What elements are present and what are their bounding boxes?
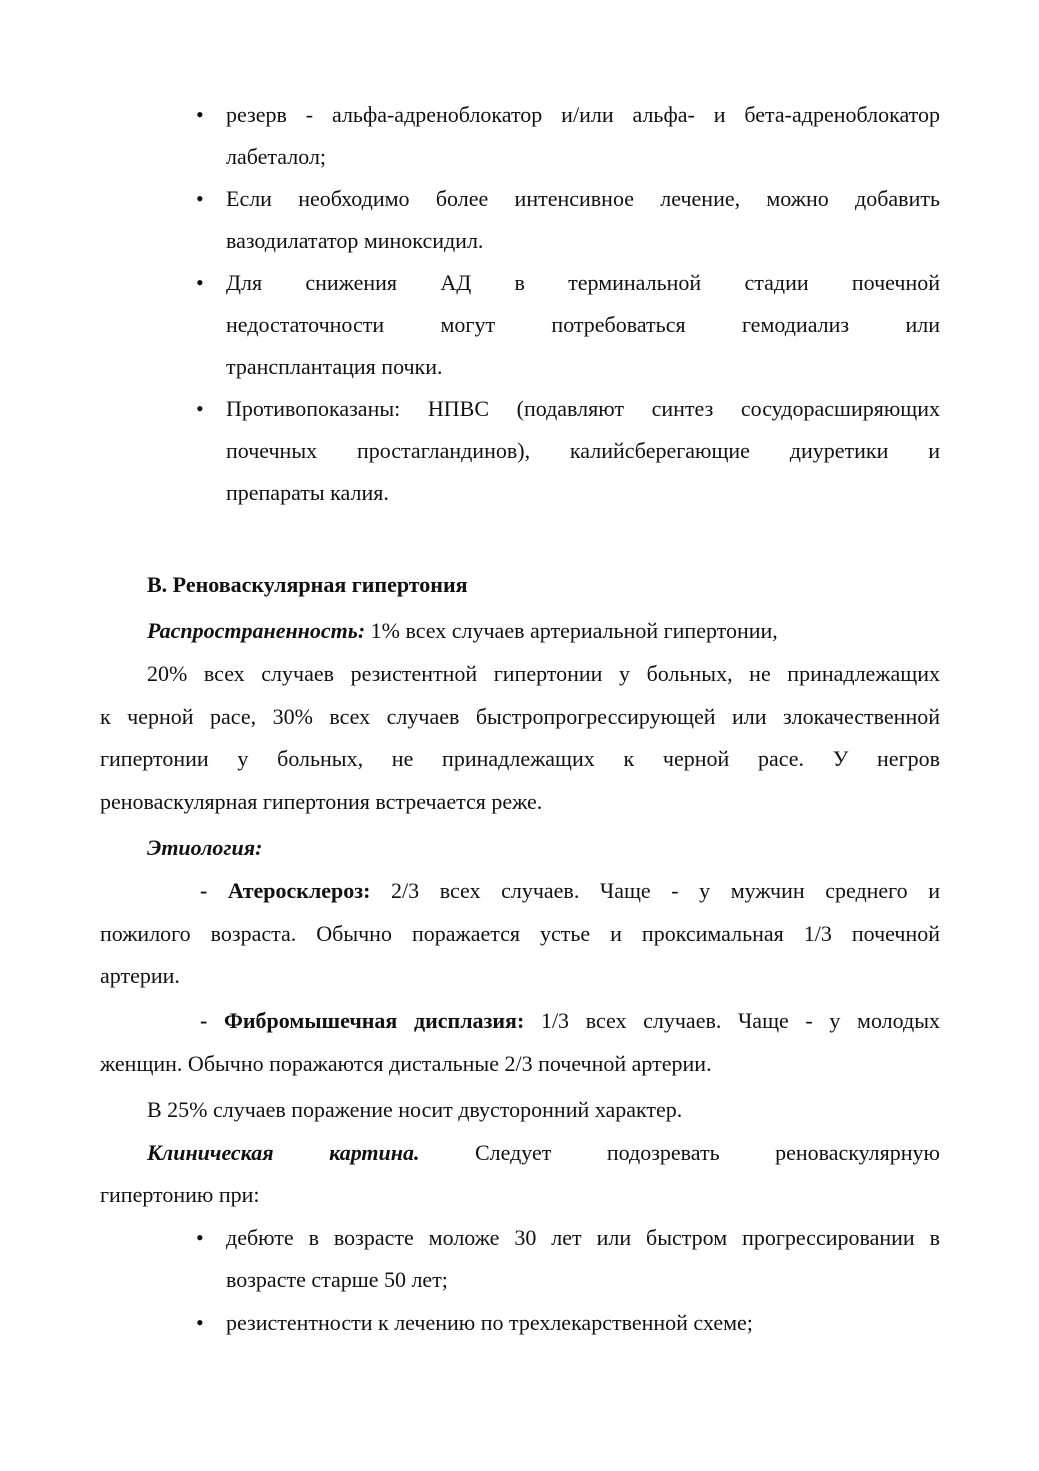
list-item-line: Если необходимо более интенсивное лечение, можно добавить — [226, 186, 940, 211]
list-item-line: почечных простагландинов), калийсберегающие диуретики и — [226, 438, 940, 463]
paragraph-line: артерии. — [100, 963, 180, 988]
paragraph-line: 20% всех случаев резистентной гипертонии у больных, не принадлежащих — [147, 661, 940, 686]
list-item-line: дебюте в возрасте моложе 30 лет или быстром прогрессировании в — [226, 1225, 940, 1250]
paragraph-line: к черной расе, 30% всех случаев быстропрогрессирующей или злокачественной — [100, 704, 940, 729]
paragraph-line: гипертонию при: — [100, 1182, 260, 1207]
list-item-line: трансплантация почки. — [226, 354, 443, 379]
fibromuscular-label: - Фибромышечная дисплазия: — [200, 1008, 525, 1033]
clinical-label-word2: картина. — [329, 1140, 420, 1165]
clinical-label-word1: Клиническая — [147, 1140, 274, 1165]
fibromuscular-line — [200, 1008, 940, 1034]
atherosclerosis-label: - Атеросклероз: — [200, 878, 371, 903]
fibromuscular-text: 1/3 всех случаев. Чаще - у молодых — [524, 1008, 941, 1033]
list-item-line: Для снижения АД в терминальной стадии почечной — [226, 270, 940, 295]
etiology-label: Этиология: — [147, 835, 263, 860]
list-item-line: резерв - альфа-адреноблокатор и/или альфа- и бета-адреноблокатор — [226, 102, 940, 127]
bullet-marker: • — [196, 186, 204, 211]
clinical-line — [147, 1140, 940, 1166]
bullet-marker: • — [196, 1225, 204, 1250]
prevalence-label: Распространенность: — [147, 618, 366, 643]
bullet-marker: • — [196, 270, 204, 295]
paragraph-line: реноваскулярная гипертония встречается реже. — [100, 789, 543, 814]
bullet-marker: • — [196, 1310, 204, 1335]
clinical-word: подозревать — [606, 1140, 720, 1165]
atherosclerosis-text: 2/3 всех случаев. Чаще - у мужчин среднего и — [370, 878, 941, 903]
bullet-marker: • — [196, 102, 204, 127]
clinical-word: реноваскулярную — [775, 1140, 940, 1165]
paragraph-line: женщин. Обычно поражаются дистальные 2/3 почечной артерии. — [100, 1051, 712, 1076]
bullet-marker: • — [196, 396, 204, 421]
list-item-line: недостаточности могут потребоваться гемодиализ или — [226, 312, 940, 337]
list-item-line: возрасте старше 50 лет; — [226, 1267, 448, 1292]
list-item-line: препараты калия. — [226, 480, 389, 505]
bilateral-line: В 25% случаев поражение носит двусторонний характер. — [147, 1097, 683, 1122]
list-item-line: резистентности к лечению по трехлекарственной схеме; — [226, 1310, 753, 1335]
section-heading: В. Реноваскулярная гипертония — [147, 572, 468, 597]
prevalence-text: 1% всех случаев артериальной гипертонии, — [365, 618, 778, 643]
list-item-line: вазодилататор миноксидил. — [226, 228, 484, 253]
list-item-line: Противопоказаны: НПВС (подавляют синтез сосудорасширяющих — [226, 396, 940, 421]
clinical-word: Следует — [474, 1140, 552, 1165]
paragraph-line: пожилого возраста. Обычно поражается устье и проксимальная 1/3 почечной — [100, 921, 940, 946]
atherosclerosis-line — [200, 878, 940, 904]
paragraph-line: гипертонии у больных, не принадлежащих к черной расе. У негров — [100, 746, 940, 771]
list-item-line: лабеталол; — [226, 144, 327, 169]
prevalence-line — [147, 618, 778, 644]
